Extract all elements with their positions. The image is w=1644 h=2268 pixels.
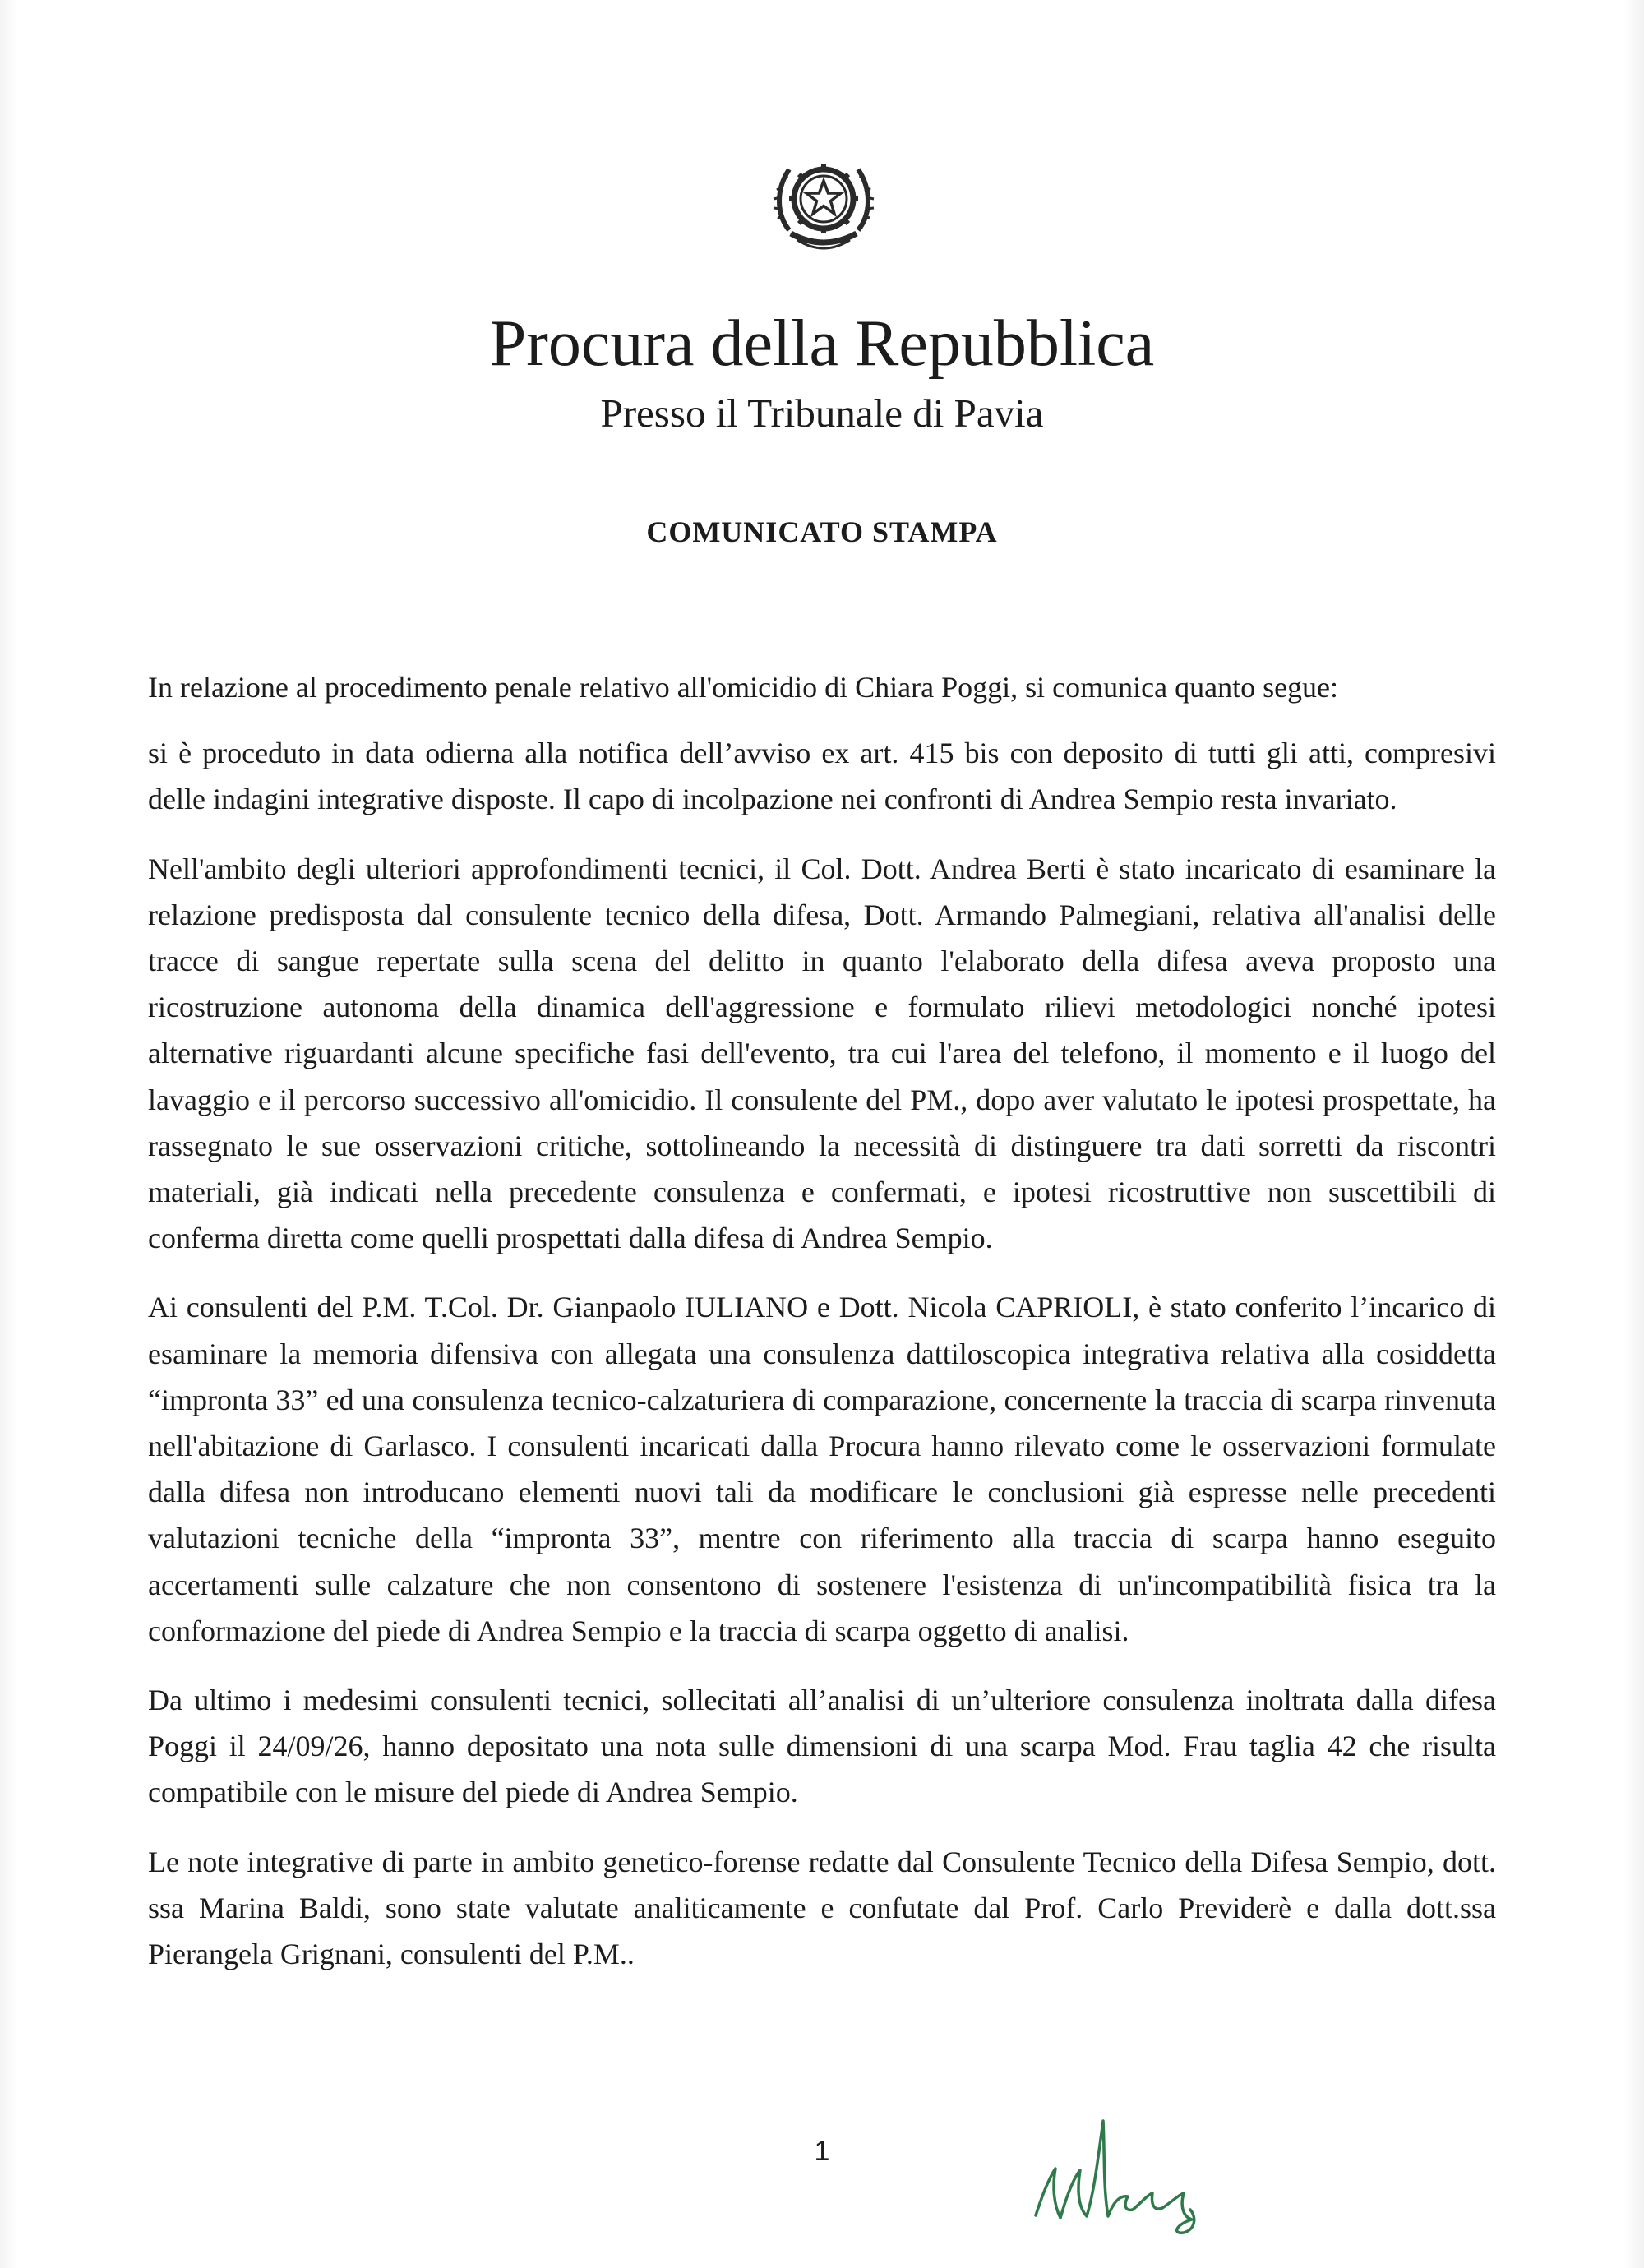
body-paragraph: Le note integrative di parte in ambito genetico-forense redatte dal Consulente Tecnico della Difesa Sempio, dott. ssa Marina Baldi, sono state valutate analiticamente e confutate dal Prof. Carlo Previderè e dalla dott.ssa Pierangela Grignani, consulenti del P.M.. [148, 1845, 1496, 1971]
page-number: 1 [814, 2136, 830, 2167]
body-paragraph: In relazione al procedimento penale relativo all'omicidio di Chiara Poggi, si comunica quanto segue: [148, 671, 1339, 704]
body-paragraph: Da ultimo i medesimi consulenti tecnici, sollecitati all’analisi di un’ulteriore consulenza inoltrata dalla difesa Poggi il 24/09/26, hanno depositato una nota sulle dimensioni di una scarpa Mod. Frau taglia 42 che risulta compatibile con le misure del piede di Andrea Sempio. [148, 1684, 1496, 1809]
emblema-repubblica-italiana-icon [773, 148, 875, 261]
office-title: Procura della Repubblica [489, 307, 1155, 380]
document-type-heading: COMUNICATO STAMPA [646, 515, 998, 548]
document-body [148, 664, 1496, 2000]
body-paragraph: Ai consulenti del P.M. T.Col. Dr. Gianpaolo IULIANO e Dott. Nicola CAPRIOLI, è stato conferito l’incarico di esaminare la memoria difensiva con allegata una consulenza dattiloscopica integrativa relativa alla cosiddetta “impronta 33” ed una consulenza tecnico-calzaturiera di comparazione, concernente la traccia di scarpa rinvenuta nell'abitazione di Garlasco. I consulenti incaricati dalla Procura hanno rilevato come le osservazioni formulate dalla difesa non introducano elementi nuovi tali da modificare le conclusioni già espresse nelle precedenti valutazioni tecniche della “impronta 33”, mentre con riferimento alla traccia di scarpa hanno eseguito accertamenti sulle calzature che non consentono di sostenere l'esistenza di un'incompatibilità fisica tra la conformazione del piede di Andrea Sempio e la traccia di scarpa oggetto di analisi. [148, 1291, 1496, 1647]
body-paragraph: si è proceduto in data odierna alla notifica dell’avviso ex art. 415 bis con deposito di tutti gli atti, compresivi delle indagini integrative disposte. Il capo di incolpazione nei confronti di Andrea Sempio resta invariato. [148, 737, 1496, 816]
handwritten-signature-icon [1028, 2072, 1208, 2236]
office-subtitle: Presso il Tribunale di Pavia [600, 390, 1044, 436]
body-paragraph: Nell'ambito degli ulteriori approfondimenti tecnici, il Col. Dott. Andrea Berti è stato incaricato di esaminare la relazione predisposta dal consulente tecnico della difesa, Dott. Armando Palmegiani, relativa all'analisi delle tracce di sangue repertate sulla scena del delitto in quanto l'elaborato della difesa aveva proposto una ricostruzione autonoma della dinamica dell'aggressione e formulato rilievi metodologici nonché ipotesi alternative riguardanti alcune specifiche fasi dell'evento, tra cui l'area del telefono, il momento e il luogo del lavaggio e il percorso successivo all'omicidio. Il consulente del PM., dopo aver valutato le ipotesi prospettate, ha rassegnato le sue osservazioni critiche, sottolineando la necessità di distinguere tra dati sorretti da riscontri materiali, già indicati nella precedente consulenza e confermati, e ipotesi ricostruttive non suscettibili di conferma diretta come quelli prospettati dalla difesa di Andrea Sempio. [148, 852, 1496, 1255]
